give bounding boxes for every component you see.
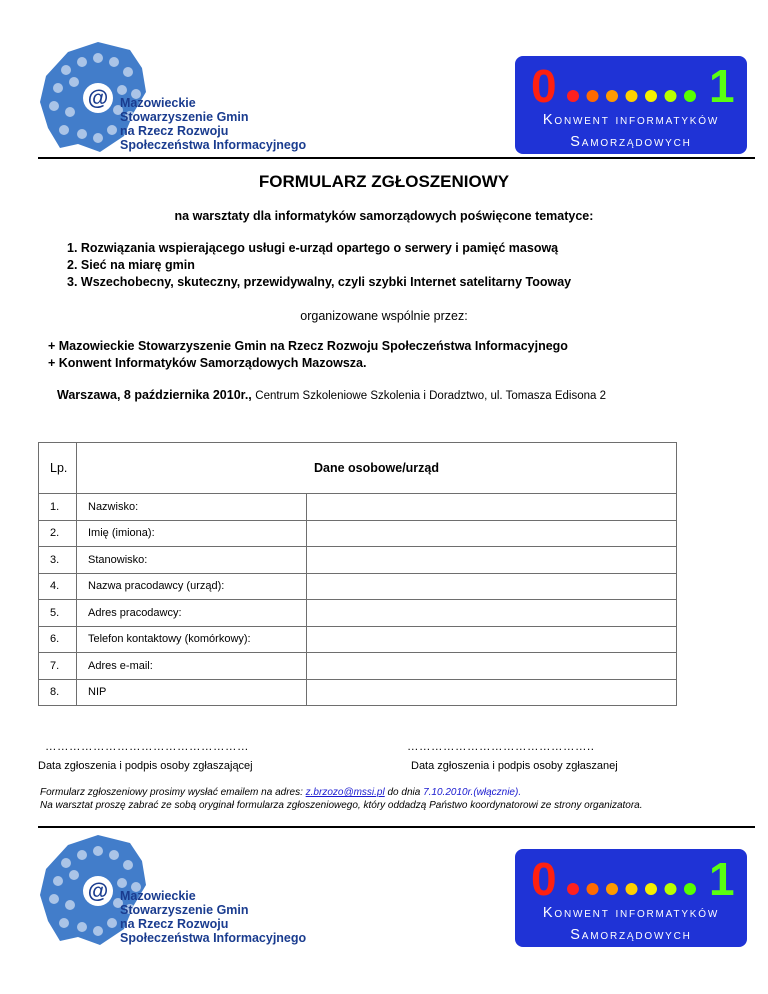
row-label: Adres e-mail: xyxy=(77,653,307,680)
logo-dot xyxy=(626,90,638,102)
row-label: NIP xyxy=(77,679,307,706)
signature-label-applicant: Data zgłoszenia i podpis osoby zgłaszającej xyxy=(38,760,253,772)
signature-label-participant: Data zgłoszenia i podpis osoby zgłaszanej xyxy=(411,760,618,772)
logo-dot xyxy=(665,90,677,102)
row-number: 2. xyxy=(39,520,77,547)
mssi-logo xyxy=(38,40,338,158)
nip-field[interactable] xyxy=(307,679,677,706)
header-divider xyxy=(38,157,755,159)
logo-dot xyxy=(645,883,657,895)
signature-line-participant: ……………………………………….. xyxy=(407,741,595,753)
topics-list xyxy=(67,240,571,291)
mssi-logo-text: Mazowieckie Stowarzyszenie Gmin na Rzecz Rozwoju Społeczeństwa Informacyjnego xyxy=(120,96,307,152)
logo-dot xyxy=(645,90,657,102)
organizers-list xyxy=(48,338,568,372)
svg-text:@: @ xyxy=(87,87,109,110)
note-bring-original: Na warsztat proszę zabrać ze sobą oryginał formularza zgłoszeniowego, który oddadzą Państwo koordynatorowi ze strony organizatora. xyxy=(40,800,643,811)
logo-dot xyxy=(567,883,579,895)
organizer-item: + Konwent Informatyków Samorządowych Mazowsza. xyxy=(48,356,367,370)
event-date: Warszawa, 8 października 2010r., xyxy=(57,388,252,402)
logo-dots xyxy=(567,883,696,895)
svg-text:@: @ xyxy=(87,880,109,903)
row-label: Adres pracodawcy: xyxy=(77,600,307,627)
logo-zero: 0 xyxy=(531,853,557,901)
row-label: Telefon kontaktowy (komórkowy): xyxy=(77,626,307,653)
logo-dot xyxy=(567,90,579,102)
table-row xyxy=(39,573,677,600)
organizer-item: + Mazowieckie Stowarzyszenie Gmin na Rzecz Rozwoju Społeczeństwa Informacyjnego xyxy=(48,339,568,353)
logo-dot xyxy=(606,90,618,102)
table-row xyxy=(39,653,677,680)
deadline-text: 7.10.2010r.(włącznie). xyxy=(423,787,522,798)
logo-one: 1 xyxy=(709,853,735,901)
form-title: FORMULARZ ZGŁOSZENIOWY xyxy=(258,172,510,191)
konwent-logo xyxy=(515,56,747,154)
row-number: 3. xyxy=(39,547,77,574)
header-personal-data: Dane osobowe/urząd xyxy=(77,443,677,494)
phone-field[interactable] xyxy=(307,626,677,653)
registration-table xyxy=(38,442,677,706)
row-label: Nazwisko: xyxy=(77,494,307,521)
table-header-row xyxy=(39,443,677,494)
logo-one: 1 xyxy=(709,60,735,108)
konwent-logo-footer xyxy=(515,849,747,947)
table-row xyxy=(39,600,677,627)
row-label: Stanowisko: xyxy=(77,547,307,574)
row-label: Nazwa pracodawcy (urząd): xyxy=(77,573,307,600)
logo-dot xyxy=(606,883,618,895)
signature-line-applicant: …………………………………………… xyxy=(45,741,249,753)
logo-dot xyxy=(626,883,638,895)
row-number: 1. xyxy=(39,494,77,521)
email-link[interactable]: z.brzozo@mssi.pl xyxy=(305,787,385,798)
logo-zero: 0 xyxy=(531,60,557,108)
konwent-line-1: Konwent informatyków xyxy=(542,112,720,128)
footer-divider xyxy=(38,826,755,828)
konwent-line-2: Samorządowych xyxy=(570,134,692,150)
table-row xyxy=(39,547,677,574)
note-submission: Formularz zgłoszeniowy prosimy wysłać emailem na adres: z.brzozo@mssi.pl do dnia 7.10.2010r.(włącznie). xyxy=(40,787,522,798)
topic-item: 1. Rozwiązania wspierającego usługi e-urząd opartego o serwery i pamięć masową xyxy=(67,241,559,255)
employer-address-field[interactable] xyxy=(307,600,677,627)
logo-dot xyxy=(665,883,677,895)
first-name-field[interactable] xyxy=(307,520,677,547)
zero-one-dots-icon xyxy=(529,853,739,901)
logo-dot xyxy=(587,90,599,102)
form-subtitle: na warsztaty dla informatyków samorządowych poświęcone tematyce: xyxy=(174,209,594,223)
event-venue: Centrum Szkoleniowe Szkolenia i Doradztwo, ul. Tomasza Edisona 2 xyxy=(255,390,606,402)
row-number: 7. xyxy=(39,653,77,680)
topic-item: 2. Sieć na miarę gmin xyxy=(67,258,195,272)
logo-dot xyxy=(587,883,599,895)
header-lp: Lp. xyxy=(39,443,77,494)
zero-one-dots-icon xyxy=(529,60,739,108)
table-row xyxy=(39,520,677,547)
table-row xyxy=(39,494,677,521)
row-number: 5. xyxy=(39,600,77,627)
table-row xyxy=(39,679,677,706)
logo-dots xyxy=(567,90,696,102)
row-number: 4. xyxy=(39,573,77,600)
konwent-line-1: Konwent informatyków xyxy=(542,905,720,921)
logo-dot xyxy=(684,883,696,895)
mssi-logo-footer xyxy=(38,833,338,951)
employer-name-field[interactable] xyxy=(307,573,677,600)
surname-field[interactable] xyxy=(307,494,677,521)
konwent-line-2: Samorządowych xyxy=(570,927,692,943)
logo-dot xyxy=(684,90,696,102)
organized-by-label: organizowane wspólnie przez: xyxy=(300,309,468,323)
row-label: Imię (imiona): xyxy=(77,520,307,547)
email-field[interactable] xyxy=(307,653,677,680)
table-row xyxy=(39,626,677,653)
row-number: 8. xyxy=(39,679,77,706)
topic-item: 3. Wszechobecny, skuteczny, przewidywalny, czyli szybki Internet satelitarny Tooway xyxy=(67,275,572,289)
event-place xyxy=(57,388,606,402)
mssi-logo-text: Mazowieckie Stowarzyszenie Gmin na Rzecz Rozwoju Społeczeństwa Informacyjnego xyxy=(120,889,307,945)
row-number: 6. xyxy=(39,626,77,653)
position-field[interactable] xyxy=(307,547,677,574)
